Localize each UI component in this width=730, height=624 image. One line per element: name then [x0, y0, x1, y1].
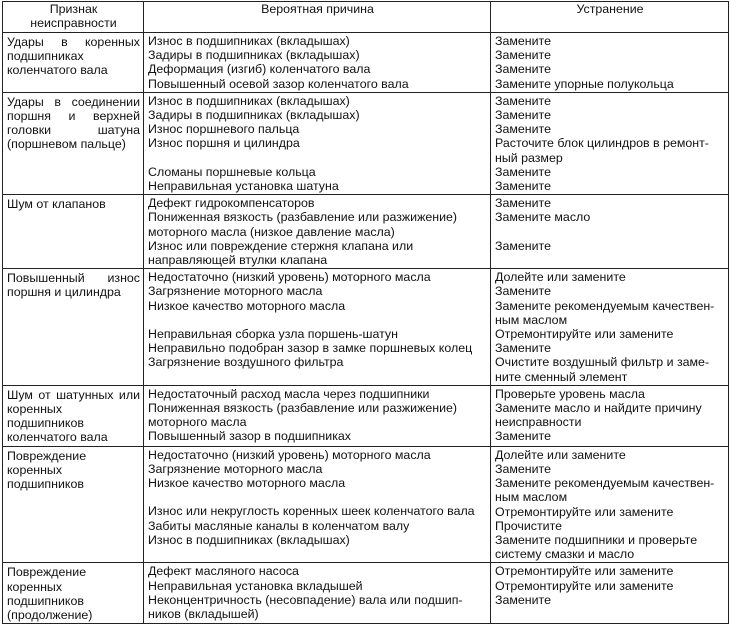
remedy-line: Проверьте уровень масла [495, 386, 645, 401]
symptom-cell [3, 33, 144, 93]
remedy-line: Отремонтируйте или замените [495, 504, 674, 519]
cause-cell [144, 385, 491, 446]
remedy-line [495, 607, 725, 621]
remedy-line: Замените рекомендуемым качествен- [495, 476, 715, 491]
cause-line: Задиры в подшипниках (вкладышах) [148, 108, 360, 123]
remedy-line: Замените [495, 179, 551, 194]
remedy-cell [491, 269, 729, 386]
cause-line: Низкое качество моторного масла [148, 298, 346, 313]
remedy-line: Замените [495, 62, 551, 77]
remedy-line: Долейте или замените [495, 270, 626, 285]
cause-cell [144, 195, 491, 269]
cause-line: Износ в подшипниках (вкладышах) [148, 34, 350, 48]
remedy-cell [491, 33, 729, 93]
symptom-text: Шум от клапанов [7, 197, 106, 212]
cause-line: Износ в подшипниках (вкладышах) [148, 93, 350, 108]
table-body [3, 33, 729, 624]
troubleshooting-table [2, 1, 729, 624]
cause-line [148, 151, 487, 165]
cause-cell [144, 563, 491, 624]
cause-line: Износ поршневого пальца [148, 122, 300, 137]
remedy-line: Замените [495, 122, 551, 137]
table-row [3, 33, 729, 93]
cause-line: Задиры в подшипниках (вкладышах) [148, 48, 360, 63]
cause-cell [144, 269, 491, 386]
remedy-cell [491, 446, 729, 563]
table-row [3, 195, 729, 269]
cause-line: Износ или некруглость коренных шеек коленчатого вала [148, 504, 475, 519]
cause-line: Сломаны поршневые кольца [148, 164, 316, 179]
remedy-line: Замените [495, 341, 551, 356]
cause-line: Неправильная установка шатуна [148, 179, 339, 194]
cause-line: Дефект гидрокомпенсаторов [148, 196, 315, 211]
cause-line: Забиты масляные каналы в коленчатом валу [148, 518, 410, 533]
table-row [3, 385, 729, 446]
remedy-cell [491, 385, 729, 446]
cause-line: Повышенный зазор в подшипниках [148, 429, 351, 444]
cause-line: моторного масла (низкое давление масла) [148, 224, 395, 239]
remedy-cell [491, 92, 729, 194]
remedy-line: Замените [495, 164, 551, 179]
symptom-text: Шум от шатунных или коренных подшипников коленчатого вала [7, 387, 140, 445]
symptom-cell [3, 446, 144, 563]
cause-line: Неправильная сборка узла поршень-шатун [148, 327, 398, 342]
symptom-text: Повреждение коренных подшипников (продолжение) [7, 565, 93, 622]
remedy-line: Расточите блок цилиндров в ремонт- [495, 136, 709, 151]
cause-cell [144, 446, 491, 563]
symptom-cell [3, 92, 144, 194]
cause-line: Загрязнение моторного масла [148, 461, 323, 476]
cause-line: Износ или повреждение стержня клапана или [148, 238, 414, 253]
remedy-line: Замените [495, 48, 551, 63]
remedy-line: Отремонтируйте или замените [495, 578, 674, 593]
remedy-line: Замените [495, 108, 551, 123]
remedy-line: Замените [495, 429, 551, 444]
remedy-cell [491, 195, 729, 269]
table-row [3, 92, 729, 194]
cause-line: Низкое качество моторного масла [148, 476, 346, 491]
remedy-line [495, 225, 725, 239]
remedy-line: Замените упорные полукольца [495, 76, 674, 91]
remedy-line: систему смазки и масло [495, 547, 635, 562]
cause-line: Повышенный осевой зазор коленчатого вала [148, 76, 409, 91]
remedy-cell [491, 563, 729, 624]
remedy-line: Долейте или замените [495, 447, 626, 462]
cause-line: Недостаточный расход масла через подшипники [148, 386, 430, 401]
cause-line: моторного масла [148, 415, 247, 430]
remedy-line: Отремонтируйте или замените [495, 327, 674, 342]
cause-line: ников (вкладышей) [148, 606, 259, 621]
header-cause: Вероятная причина [144, 2, 491, 33]
remedy-line: ным маслом [495, 312, 568, 327]
cause-line [148, 547, 487, 561]
cause-line: Пониженная вязкость (разбавление или разжижение) [148, 401, 458, 416]
symptom-cell [3, 195, 144, 269]
cause-line: Недостаточно (низкий уровень) моторного масла [148, 270, 431, 285]
table-row [3, 269, 729, 386]
cause-line: Износ поршня и цилиндра [148, 136, 300, 151]
remedy-line: Замените [495, 34, 551, 48]
symptom-text: Повышенный износ поршня и цилиндра [7, 271, 140, 300]
cause-line: направляющей втулки клапана [148, 253, 328, 268]
remedy-line: Очистите воздушный фильтр и заме- [495, 355, 710, 370]
cause-line: Пониженная вязкость (разбавление или разжижение) [148, 210, 458, 225]
cause-line [148, 313, 487, 327]
remedy-line [495, 253, 725, 267]
symptom-cell [3, 385, 144, 446]
table-row [3, 563, 729, 624]
cause-line: Износ в подшипниках (вкладышах) [148, 532, 350, 547]
cause-line: Деформация (изгиб) коленчатого вала [148, 62, 371, 77]
remedy-line: Замените [495, 93, 551, 108]
remedy-line: неисправности [495, 415, 582, 430]
cause-line: Загрязнение моторного масла [148, 284, 323, 299]
cause-cell [144, 33, 491, 93]
cause-line: Неправильно подобран зазор в замке поршневых колец [148, 341, 473, 356]
header-remedy: Устранение [491, 2, 729, 33]
remedy-line: ный размер [495, 150, 563, 165]
remedy-line: Замените [495, 592, 551, 607]
remedy-line: Замените [495, 238, 551, 253]
cause-line [148, 490, 487, 504]
remedy-line: Замените подшипники и проверьте [495, 532, 698, 547]
table-header-row [3, 2, 729, 33]
remedy-line: Замените масло и найдите причину [495, 401, 702, 416]
remedy-line: ните сменный элемент [495, 369, 628, 384]
symptom-cell [3, 269, 144, 386]
remedy-line: Замените масло [495, 210, 591, 225]
remedy-line: Замените [495, 196, 551, 211]
symptom-text: Удары в коренных подшипниках коленчатого вала [7, 35, 140, 78]
symptom-text: Повреждение коренных подшипников [7, 448, 87, 492]
cause-line: Недостаточно (низкий уровень) моторного масла [148, 447, 431, 462]
symptom-text: Удары в соединении поршня и верхней головки шатуна (поршневом пальце) [7, 94, 140, 152]
cause-line: Неправильная установка вкладышей [148, 578, 363, 593]
cause-cell [144, 92, 491, 194]
cause-line: Дефект масляного насоса [148, 564, 299, 579]
cause-line [148, 370, 487, 384]
remedy-line: ным маслом [495, 490, 568, 505]
symptom-cell [3, 563, 144, 624]
header-symptom: Признак неисправности [3, 2, 144, 33]
cause-line: Загрязнение воздушного фильтра [148, 355, 344, 370]
remedy-line: Замените [495, 284, 551, 299]
remedy-line: Отремонтируйте или замените [495, 564, 674, 579]
remedy-line: Прочистите [495, 518, 563, 533]
table-row [3, 446, 729, 563]
cause-line: Неконцентричность (несовпадение) вала или подшип- [148, 592, 463, 607]
remedy-line: Замените [495, 461, 551, 476]
remedy-line: Замените рекомендуемым качествен- [495, 298, 715, 313]
